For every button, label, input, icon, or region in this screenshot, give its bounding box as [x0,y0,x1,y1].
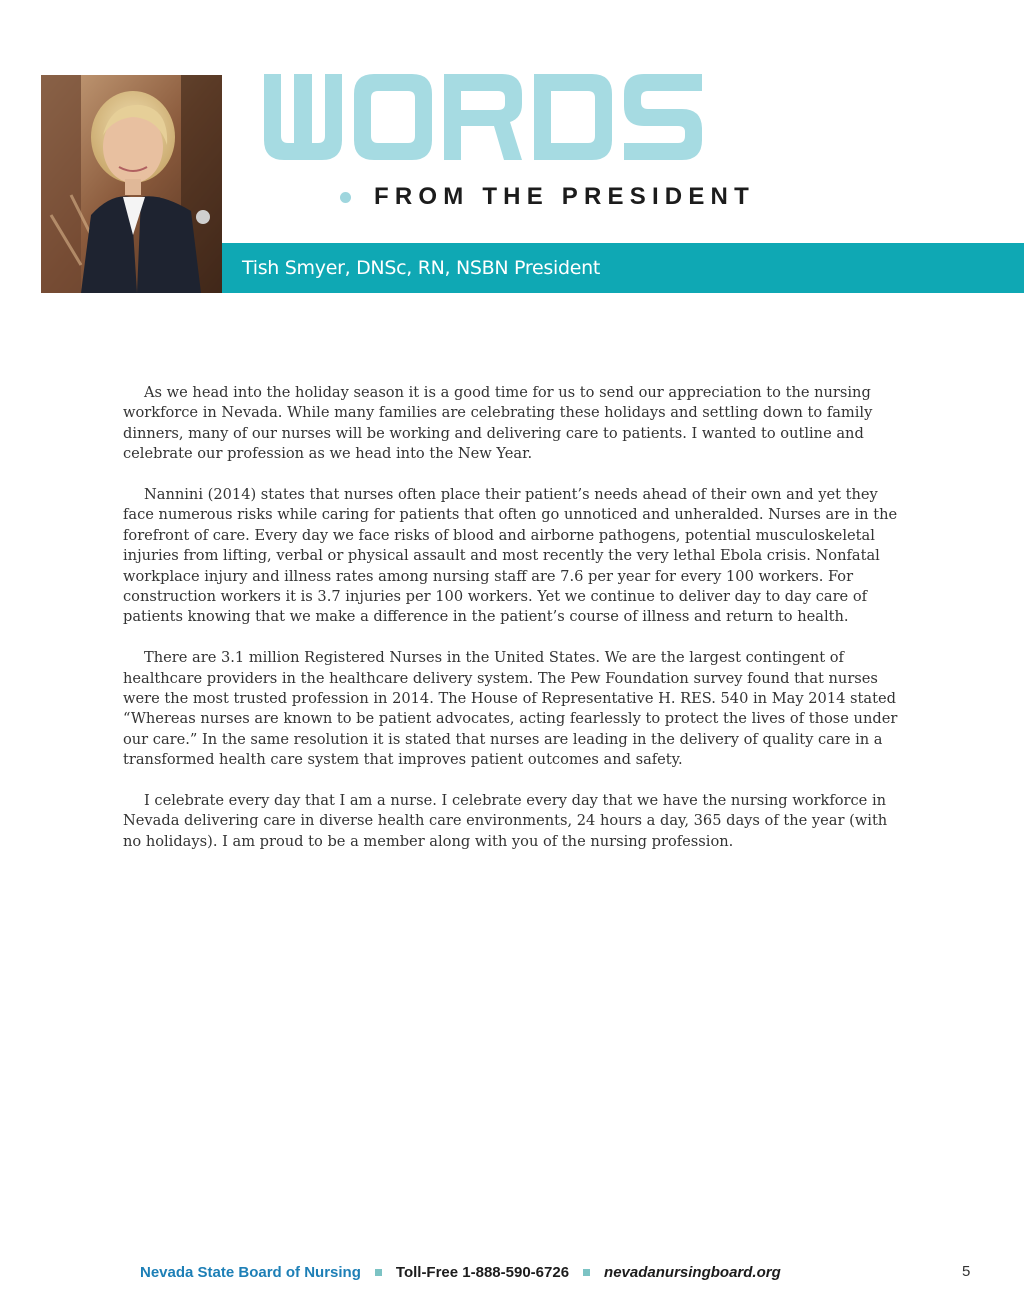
subtitle-row [340,182,755,212]
article-body [123,383,901,873]
title-letter-o [350,74,436,160]
square-separator-icon [583,1269,590,1276]
page-number: 5 [962,1263,971,1280]
title-letter-r [440,74,526,160]
president-photo [41,75,222,293]
page-footer [140,1262,781,1282]
author-band [222,243,1024,293]
article-paragraph: Nannini (2014) states that nurses often place their patient’s needs ahead of their own and yet they face numerous risks while caring for patients that often go unnoticed and unheralded. Nurses are in the forefront of care. Every day we face risks of blood and airborne pathogens, potential musculoskeletal injuries from lifting, verbal or physical assault and most recently the very lethal Ebola crisis. Nonfatal workplace injury and illness rates among nursing staff are 7.6 per year for every 100 workers. For construction workers it is 3.7 injuries per 100 workers. Yet we continue to deliver day to day care of patients knowing that we make a difference in the patient’s course of illness and return to health. [123,486,898,626]
footer-org-name: Nevada State Board of Nursing [140,1263,361,1281]
bullet-dot-icon [340,192,351,203]
section-subtitle: FROM THE PRESIDENT [374,183,755,210]
footer-website-link[interactable]: nevadanursingboard.org [604,1263,781,1281]
footer-phone: Toll-Free 1-888-590-6726 [395,1263,570,1281]
words-title [260,74,706,160]
article-paragraph: I celebrate every day that I am a nurse. I celebrate every day that we have the nursing workforce in Nevada delivering care in diverse health care environments, 24 hours a day, 365 days of the year (with no holidays). I am proud to be a member along with you of the nursing profession. [123,792,888,850]
author-name: Tish Smyer, DNSc, RN, NSBN President [242,257,600,279]
article-paragraph: As we head into the holiday season it is a good time for us to send our appreciation to the nursing workforce in Nevada. While many families are celebrating these holidays and settling down to family dinners, many of our nurses will be working and delivering care to patients. I wanted to outline and celebrate our profession as we head into the New Year. [123,384,873,463]
square-separator-icon [375,1269,382,1276]
title-letter-w [260,74,346,160]
title-letter-s [620,74,706,160]
title-letter-d [530,74,616,160]
article-paragraph: There are 3.1 million Registered Nurses in the United States. We are the largest contingent of healthcare providers in the healthcare delivery system. The Pew Foundation survey found that nurses were the most trusted profession in 2014. The House of Representative H. RES. 540 in May 2014 stated “Whereas nurses are known to be patient advocates, acting fearlessly to protect the lives of those under our care.” In the same resolution it is stated that nurses are leading in the delivery of quality care in a transformed health care system that improves patient outcomes and safety. [123,649,898,769]
page-header [0,0,1024,300]
